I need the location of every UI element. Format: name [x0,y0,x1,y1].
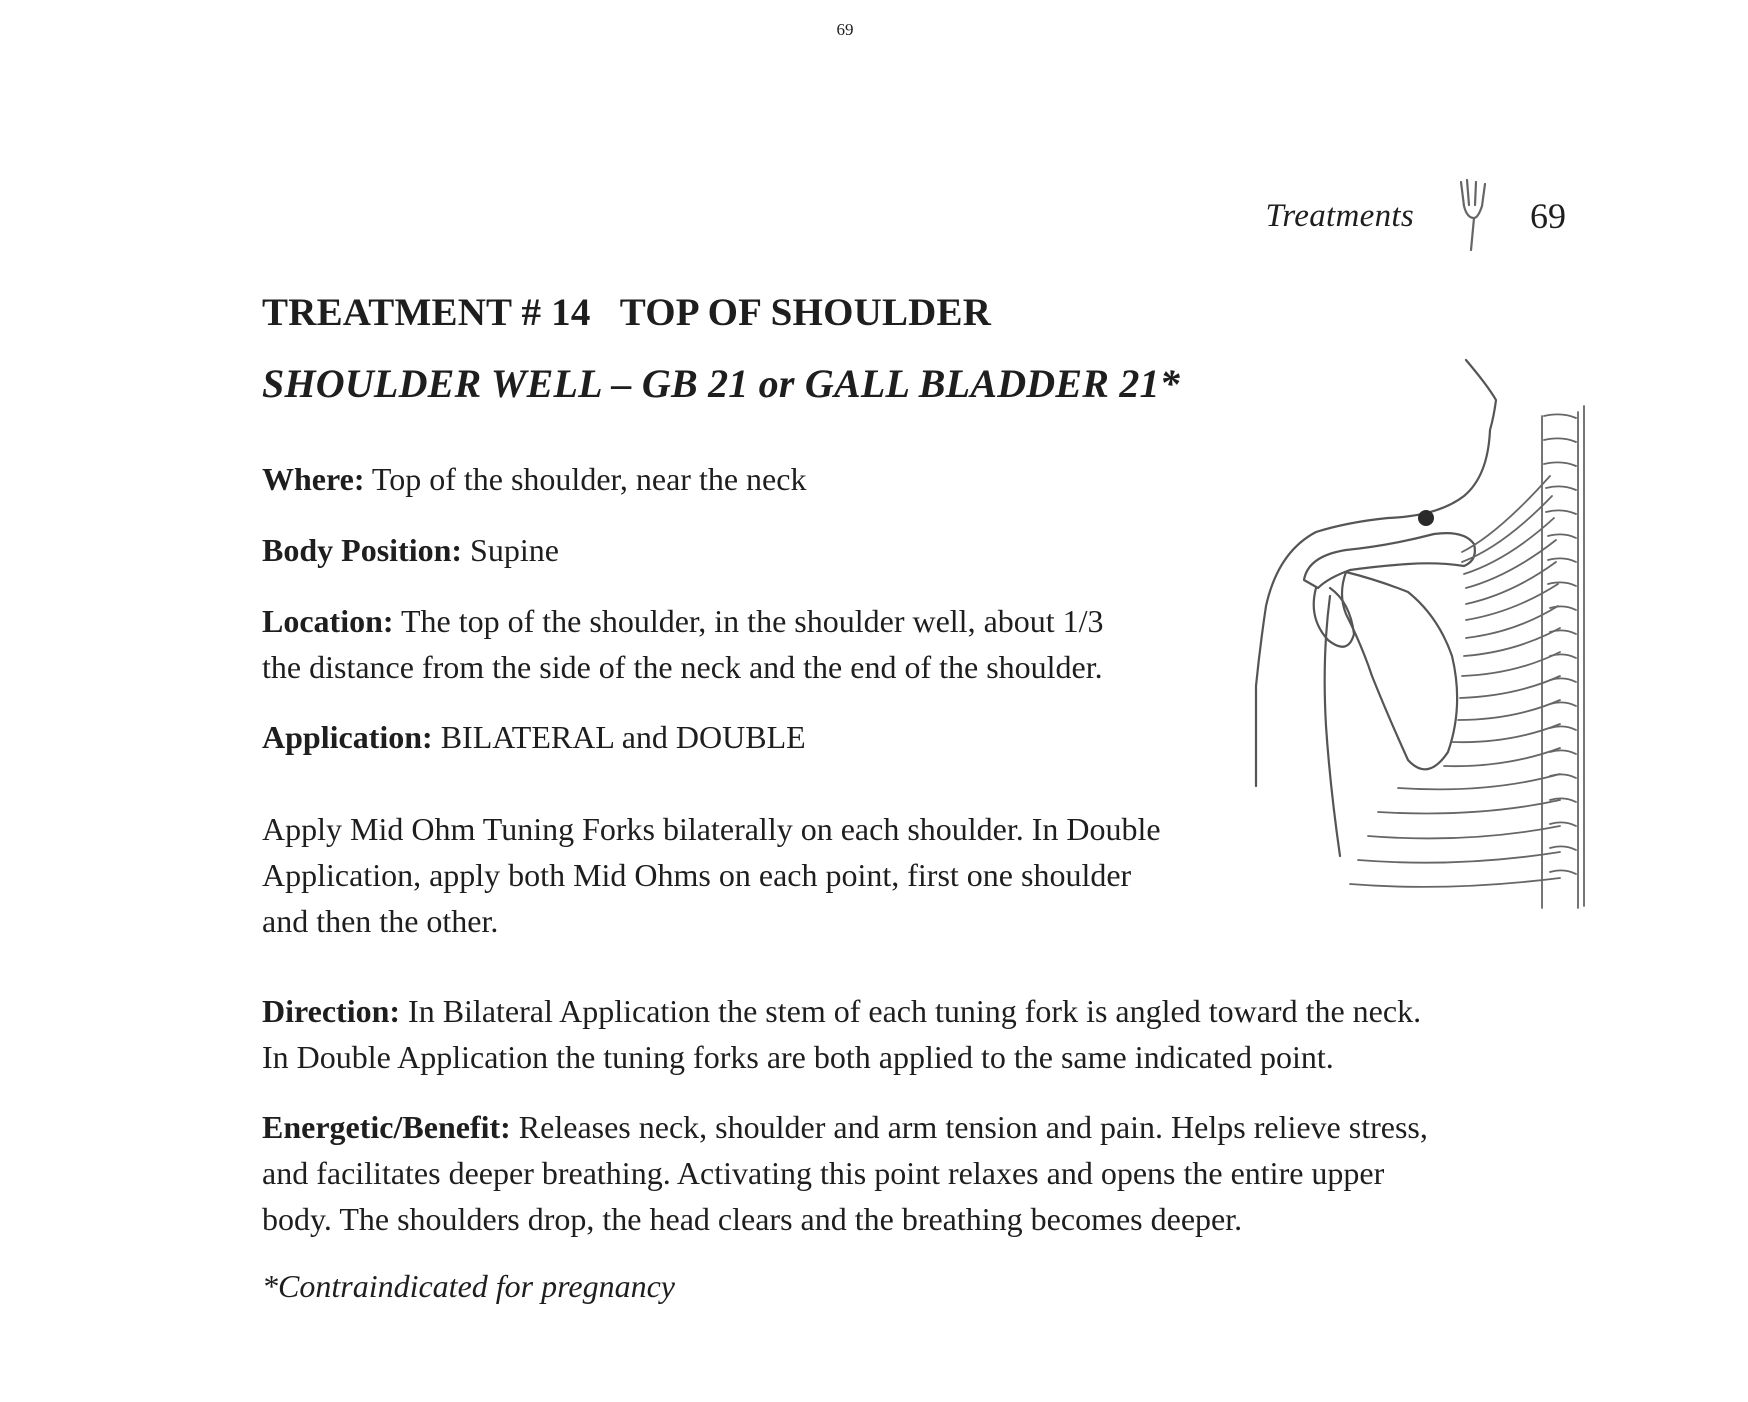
body-position-text: Supine [470,532,559,568]
direction-text: In Bilateral Application the stem of each tuning fork is angled toward the neck. In Double Application the tuning forks are both applied to the same indicated point. [262,993,1422,1075]
clavicle-outline [1304,533,1475,588]
direction-paragraph [262,988,1432,1080]
energetic-benefit-text: Releases neck, shoulder and arm tension and pain. Helps relieve stress, and facilitates deeper breathing. Activating this point relaxes and opens the entire upper body. The shoulders drop, the head clears and the breathing becomes deeper. [262,1109,1428,1237]
location-text: The top of the shoulder, in the shoulder well, about 1/3 the distance from the side of the neck and the end of the shoulder. [262,603,1104,685]
top-page-number: 69 [836,20,854,39]
neck-outline [1256,360,1496,786]
where-text: Top of the shoulder, near the neck [371,461,807,497]
application-text: BILATERAL and DOUBLE [440,719,806,755]
treatment-title: TREATMENT # 14 TOP OF SHOULDER [262,291,992,334]
where-paragraph [262,456,1142,502]
shoulder-anatomy-illustration [1238,356,1594,912]
running-head-section: Treatments [1265,197,1414,234]
energetic-benefit-label: Energetic/Benefit: [262,1109,511,1145]
scapula-outline [1342,572,1457,769]
energetic-benefit-paragraph [262,1104,1432,1242]
running-head-page-number: 69 [1530,196,1566,236]
instructions-paragraph: Apply Mid Ohm Tuning Forks bilaterally on each shoulder. In Double Application, apply both Mid Ohms on each point, first one shoulder and then the other. [262,811,1161,939]
tuning-fork-icon [1452,178,1492,254]
gb21-point-marker [1418,510,1434,526]
direction-label: Direction: [262,993,401,1029]
contraindication-note: *Contraindicated for pregnancy [262,1268,675,1304]
treatment-subtitle: SHOULDER WELL – GB 21 or GALL BLADDER 21* [262,361,1180,406]
application-paragraph [262,714,1142,760]
location-paragraph [262,598,1142,690]
arm-outline [1325,596,1340,856]
body-position-paragraph [262,527,1142,573]
location-label: Location: [262,603,394,639]
running-head [1266,178,1566,254]
application-label: Application: [262,719,433,755]
body-position-label: Body Position: [262,532,463,568]
where-label: Where: [262,461,365,497]
